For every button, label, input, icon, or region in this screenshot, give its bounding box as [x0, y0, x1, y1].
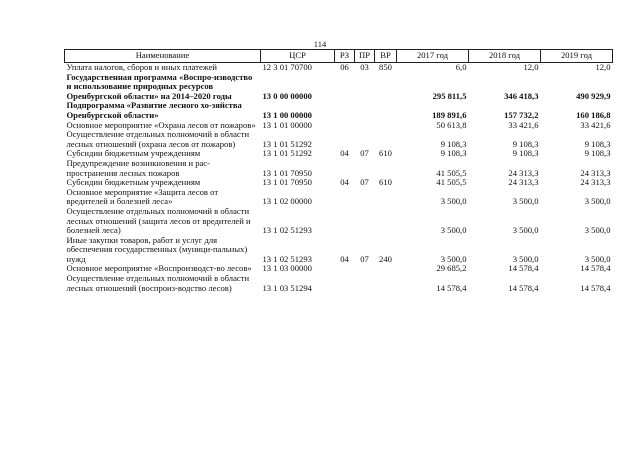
row-rz: 04 — [340, 253, 349, 264]
row-pr — [355, 274, 375, 293]
row-name: Осуществление отдельных полномочий в области лесных отношений (охрана лесов от пожаров) — [66, 129, 250, 149]
row-2019: 490 929,9 — [576, 90, 611, 101]
row-2019: 24 313,3 — [580, 177, 611, 188]
row-2018: 24 313,3 — [508, 167, 539, 178]
table-header-row — [65, 50, 613, 63]
row-pr — [355, 188, 375, 207]
table-row — [65, 159, 613, 178]
header-rz: РЗ — [335, 50, 355, 63]
row-csr: 13 1 01 51292 — [262, 148, 312, 159]
table-row — [65, 236, 613, 265]
row-rz — [335, 188, 355, 207]
row-2018: 3 500,0 — [512, 196, 539, 207]
row-2019: 9 108,3 — [584, 138, 611, 149]
row-2018: 14 578,4 — [508, 263, 539, 274]
row-csr: 13 1 03 51294 — [262, 282, 312, 293]
row-name: Основное мероприятие «Воспроизводст-во лесов» — [66, 263, 252, 274]
row-2017: 50 613,8 — [436, 119, 467, 130]
header-2018: 2018 год — [469, 50, 541, 63]
row-2017: 14 578,4 — [436, 282, 467, 293]
row-name: Субсидии бюджетным учреждениям — [66, 177, 201, 188]
row-pr — [355, 101, 375, 120]
row-2019: 160 186,8 — [576, 109, 611, 120]
header-name: Наименование — [65, 50, 261, 63]
row-pr: 07 — [360, 148, 369, 159]
table-row — [65, 101, 613, 120]
header-csr: ЦСР — [261, 50, 335, 63]
row-pr — [355, 264, 375, 274]
row-2018: 157 732,2 — [504, 109, 539, 120]
row-name: Подпрограмма «Развитие лесного хо-зяйства Оренбургской области» — [66, 100, 242, 120]
table-row — [65, 188, 613, 207]
row-pr — [355, 207, 375, 236]
row-pr: 03 — [360, 62, 369, 72]
row-csr: 13 1 02 00000 — [262, 196, 312, 207]
row-csr: 13 1 03 00000 — [262, 263, 312, 274]
table-row — [65, 274, 613, 293]
row-2018: 3 500,0 — [512, 253, 539, 264]
row-rz — [335, 264, 355, 274]
header-2019: 2019 год — [541, 50, 613, 63]
row-2018: 3 500,0 — [512, 225, 539, 236]
row-csr: 13 1 01 00000 — [262, 119, 312, 130]
row-rz: 04 — [340, 177, 349, 188]
row-2018: 9 108,3 — [512, 138, 539, 149]
row-name: Уплата налогов, сборов и иных платежей — [66, 62, 218, 72]
row-2018: 14 578,4 — [508, 282, 539, 293]
row-2018: 12,0 — [523, 62, 539, 72]
row-pr: 07 — [360, 253, 369, 264]
row-name: Основное мероприятие «Защита лесов от вредителей и болезней леса» — [66, 186, 219, 207]
row-vr: 240 — [379, 253, 392, 264]
row-2017: 295 811,5 — [432, 90, 467, 101]
row-2017: 3 500,0 — [440, 253, 467, 264]
row-2017: 3 500,0 — [440, 225, 467, 236]
header-pr: ПР — [355, 50, 375, 63]
row-csr: 13 1 02 51293 — [262, 225, 312, 236]
row-2017: 41 505,5 — [436, 167, 467, 178]
row-name: Субсидии бюджетным учреждениям — [66, 148, 201, 159]
row-vr — [375, 207, 397, 236]
row-rz: 06 — [340, 62, 349, 72]
table-row — [65, 130, 613, 149]
row-csr: 13 1 01 70950 — [262, 167, 312, 178]
row-csr: 13 1 01 70950 — [262, 177, 312, 188]
row-name: Предупреждение возникновения и рас-пространения лесных пожаров — [66, 157, 210, 178]
row-name: Осуществление отдельных полномочий в области лесных отношений (защита лесов от вредителей и болезней леса) — [66, 205, 251, 236]
table-row — [65, 207, 613, 236]
row-pr — [355, 159, 375, 178]
row-csr: 13 1 01 51292 — [262, 138, 312, 149]
row-2018: 9 108,3 — [512, 148, 539, 159]
row-name: Государственная программа «Воспро-изводство и использование природных ресурсов Оренбургской области» на 2014–2020 годы — [66, 71, 253, 101]
row-2017: 9 108,3 — [440, 138, 467, 149]
row-vr — [375, 188, 397, 207]
row-vr: 850 — [379, 62, 392, 72]
row-2018: 346 418,3 — [504, 90, 539, 101]
row-vr — [375, 264, 397, 274]
row-pr — [355, 130, 375, 149]
row-csr: 12 3 01 70700 — [262, 62, 312, 72]
row-vr — [375, 159, 397, 178]
row-pr — [355, 121, 375, 131]
row-2017: 6,0 — [455, 62, 467, 72]
row-2019: 12,0 — [595, 62, 611, 72]
row-rz — [335, 73, 355, 102]
row-vr — [375, 274, 397, 293]
row-2017: 9 108,3 — [440, 148, 467, 159]
row-2017: 41 505,5 — [436, 177, 467, 188]
row-name: Иные закупки товаров, работ и услуг для обеспечения государственных (муници-пальных) нужд — [66, 234, 248, 264]
row-csr: 13 1 00 00000 — [262, 109, 312, 120]
row-2019: 3 500,0 — [584, 196, 611, 207]
row-2019: 24 313,3 — [580, 167, 611, 178]
row-vr — [375, 121, 397, 131]
page-number: 114 — [313, 39, 327, 49]
row-pr — [355, 73, 375, 102]
header-2017: 2017 год — [397, 50, 469, 63]
row-vr — [375, 130, 397, 149]
row-name: Осуществление отдельных полномочий в области лесных отношений (воспроиз-водство лесов) — [66, 273, 250, 293]
row-vr: 610 — [379, 148, 392, 159]
row-rz — [335, 159, 355, 178]
row-2018: 24 313,3 — [508, 177, 539, 188]
header-vr: ВР — [375, 50, 397, 63]
row-vr: 610 — [379, 177, 392, 188]
row-csr: 13 1 02 51293 — [262, 253, 312, 264]
row-2019: 14 578,4 — [580, 263, 611, 274]
row-vr — [375, 73, 397, 102]
row-2017: 29 685,2 — [436, 263, 467, 274]
row-2017: 3 500,0 — [440, 196, 467, 207]
row-rz — [335, 101, 355, 120]
row-2019: 33 421,6 — [580, 119, 611, 130]
row-rz: 04 — [340, 148, 349, 159]
row-2018: 33 421,6 — [508, 119, 539, 130]
row-2019: 3 500,0 — [584, 253, 611, 264]
row-vr — [375, 101, 397, 120]
row-name: Основное мероприятие «Охрана лесов от пожаров» — [66, 119, 256, 130]
row-rz — [335, 207, 355, 236]
row-rz — [335, 274, 355, 293]
row-2019: 9 108,3 — [584, 148, 611, 159]
row-rz — [335, 130, 355, 149]
row-pr: 07 — [360, 177, 369, 188]
row-2019: 3 500,0 — [584, 225, 611, 236]
budget-table — [64, 49, 613, 293]
row-csr: 13 0 00 00000 — [262, 90, 312, 101]
row-2017: 189 891,6 — [432, 109, 467, 120]
row-2019: 14 578,4 — [580, 282, 611, 293]
table-row — [65, 73, 613, 102]
row-rz — [335, 121, 355, 131]
